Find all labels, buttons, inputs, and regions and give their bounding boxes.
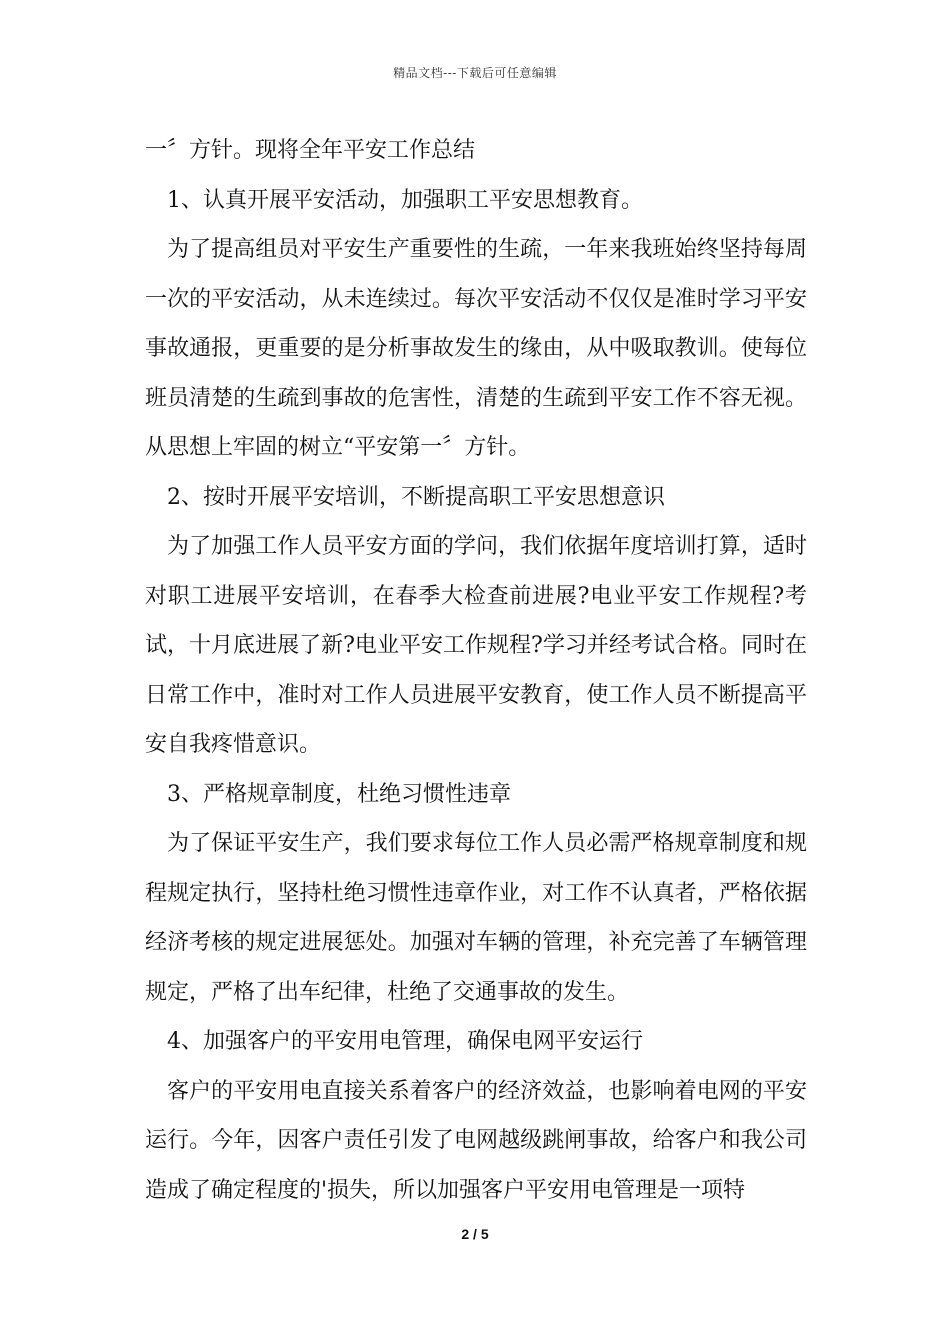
page-number: 2 / 5 [461,1226,489,1242]
document-body [145,126,807,1215]
section-heading-2: 2、按时开展平安培训，不断提高职工平安思想意识 [167,484,665,510]
paragraph: 为了保证平安生产，我们要求每位工作人员必需严格规章制度和规程规定执行，坚持杜绝习惯性违章作业，对工作不认真者，严格依据经济考核的规定进展惩处。加强对车辆的管理，补充完善了车辆管理规定，严格了出车纪律，杜绝了交通事故的发生。 [145,831,807,1005]
paragraph: 客户的平安用电直接关系着客户的经济效益，也影响着电网的平安运行。今年，因客户责任引发了电网越级跳闸事故，给客户和我公司造成了确定程度的'损失，所以加强客户平安用电管理是一项特 [145,1078,807,1203]
paragraph: 为了提高组员对平安生产重要性的生疏，一年来我班始终坚持每周一次的平安活动，从未连续过。每次平安活动不仅仅是准时学习平安事故通报，更重要的是分析事故发生的缘由，从中吸取教训。使每位班员清楚的生疏到事故的危害性，清楚的生疏到平安工作不容无视。从思想上牢固的树立“平安第一〞方针。 [145,237,807,460]
section-heading-4: 4、加强客户的平安用电管理，确保电网平安运行 [167,1029,643,1054]
paragraph-continuation: 一〞方针。现将全年平安工作总结 [145,138,476,163]
paragraph: 为了加强工作人员平安方面的学问，我们依据年度培训打算，适时对职工进展平安培训，在春季大检查前进展?电业平安工作规程?考试，十月底进展了新?电业平安工作规程?学习并经考试合格。同时在日常工作中，准时对工作人员进展平安教育，使工作人员不断提高平安自我疼惜意识。 [145,534,807,757]
section-heading-1: 1、认真开展平安活动，加强职工平安思想教育。 [167,187,643,213]
page-header: 精品文档---下载后可任意编辑 [393,66,557,80]
section-heading-3: 3、严格规章制度，杜绝习惯性违章 [167,781,511,807]
